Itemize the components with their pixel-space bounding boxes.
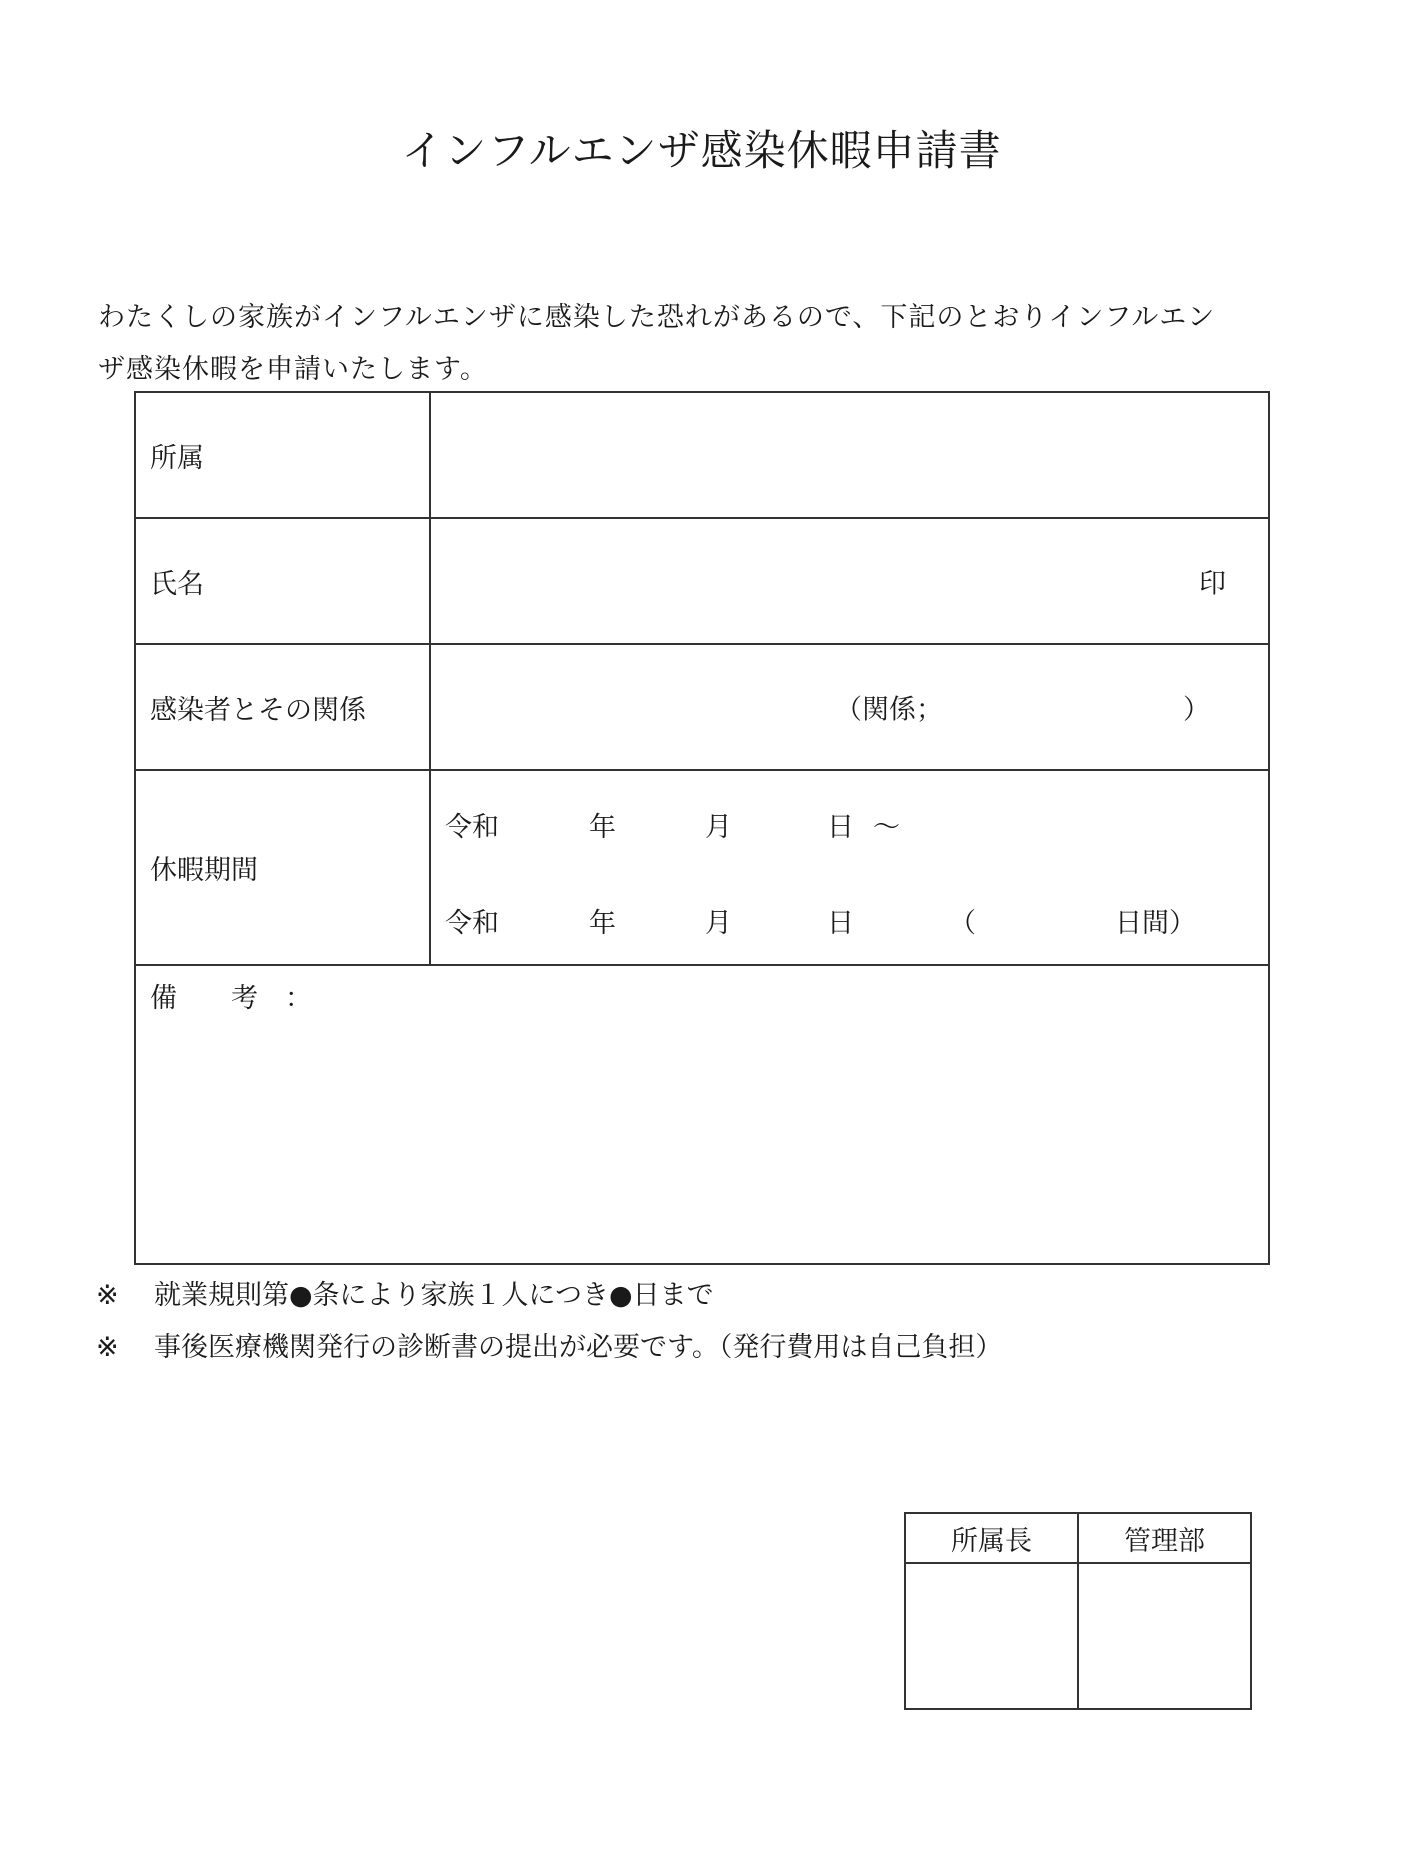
remarks-field[interactable] <box>135 965 1269 1264</box>
intro-text <box>98 292 1328 396</box>
remarks-label: 備 考 ： <box>150 982 312 1014</box>
admin-stamp-box[interactable] <box>1078 1563 1251 1709</box>
affiliation-label: 所属 <box>135 392 430 518</box>
note-1-text: 就業規則第●条により家族１人につき●日まで <box>154 1280 714 1311</box>
period-days-open-paren: （ <box>949 908 976 940</box>
leave-period-label: 休暇期間 <box>135 770 430 964</box>
period-tilde: ～ <box>873 812 900 844</box>
period-from-month: 月 <box>705 812 732 844</box>
application-form-table <box>134 391 1270 1265</box>
dept-head-stamp-box[interactable] <box>905 1563 1078 1709</box>
approval-col-admin: 管理部 <box>1078 1513 1251 1563</box>
note-2-text: 事後医療機関発行の診断書の提出が必要です。（発行費用は自己負担） <box>154 1332 1003 1363</box>
intro-line-1: わたくしの家族がインフルエンザに感染した恐れがあるので、下記のとおりインフルエン <box>98 302 1216 333</box>
note-mark-2: ※ <box>96 1332 119 1363</box>
period-to-month: 月 <box>705 908 732 940</box>
affiliation-field[interactable] <box>430 392 1269 518</box>
leave-period-row <box>135 770 1269 964</box>
period-to-day: 日 <box>827 908 854 940</box>
period-from-line <box>431 805 1268 845</box>
period-from-day: 日 <box>827 812 854 844</box>
infected-person-field[interactable] <box>430 644 1269 770</box>
notes-section <box>96 1270 1002 1374</box>
name-label: 氏名 <box>135 518 430 644</box>
infected-person-label: 感染者とその関係 <box>135 644 430 770</box>
relation-close-paren: ） <box>1183 694 1210 726</box>
affiliation-row <box>135 392 1269 518</box>
approval-stamp-table <box>904 1512 1252 1710</box>
period-to-era: 令和 <box>445 908 499 940</box>
note-mark-1: ※ <box>96 1280 119 1311</box>
intro-line-2: ザ感染休暇を申請いたします。 <box>98 354 488 385</box>
seal-mark: 印 <box>1199 568 1226 600</box>
approval-col-dept-head: 所属長 <box>905 1513 1078 1563</box>
approval-stamp-row <box>905 1563 1251 1709</box>
relation-open-label: （関係； <box>835 694 943 726</box>
period-from-year: 年 <box>589 812 616 844</box>
remarks-row <box>135 965 1269 1264</box>
leave-period-field[interactable] <box>430 770 1269 964</box>
name-row <box>135 518 1269 644</box>
name-field[interactable] <box>430 518 1269 644</box>
infected-person-row <box>135 644 1269 770</box>
period-to-year: 年 <box>589 908 616 940</box>
note-1 <box>96 1270 1002 1322</box>
approval-header-row <box>905 1513 1251 1563</box>
period-from-era: 令和 <box>445 812 499 844</box>
period-days-label: 日間） <box>1115 908 1196 940</box>
document-title: インフルエンザ感染休暇申請書 <box>401 126 1002 175</box>
period-to-line <box>431 901 1268 941</box>
note-2 <box>96 1322 1002 1374</box>
